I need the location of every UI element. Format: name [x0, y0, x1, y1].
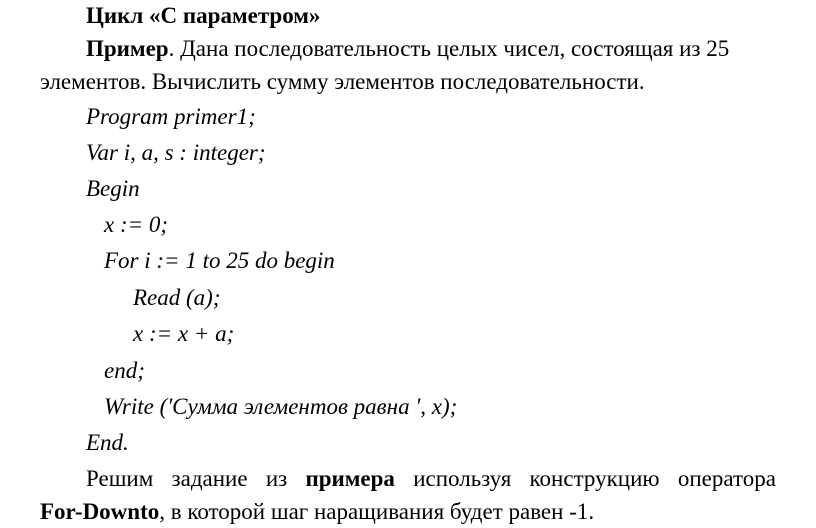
code-line: x := x + a;: [133, 321, 235, 346]
closing-paragraph-line2: [40, 498, 594, 526]
code-line: Program primer1;: [86, 104, 256, 129]
example-paragraph-line1: [86, 35, 729, 63]
code-line: End.: [86, 430, 129, 455]
closing-word-bold: примера: [305, 466, 395, 491]
code-line: end;: [104, 358, 145, 383]
closing-word: используя: [413, 466, 512, 491]
section-heading: Цикл «С параметром»: [86, 3, 321, 28]
example-text-1: . Дана последовательность целых чисел, состоящая из 25: [168, 36, 730, 61]
closing-word: конструкцию: [529, 466, 660, 491]
closing-rest: , в которой шаг наращивания будет равен -1.: [159, 499, 595, 524]
closing-word: оператора: [677, 466, 776, 491]
code-line: Var i, a, s : integer;: [86, 140, 266, 165]
code-line: For i := 1 to 25 do begin: [104, 248, 335, 273]
code-line: x := 0;: [104, 212, 169, 237]
code-line: Begin: [86, 176, 140, 201]
closing-word: задание: [171, 466, 248, 491]
example-label: Пример: [86, 36, 169, 61]
closing-word: Решим: [86, 466, 154, 491]
code-line: Read (a);: [133, 285, 221, 310]
code-line: Write ('Сумма элементов равна ', x);: [104, 394, 458, 419]
closing-word: из: [265, 466, 288, 491]
example-paragraph-line2: элементов. Вычислить сумму элементов последовательности.: [40, 69, 645, 94]
operator-term: For-Downto: [40, 499, 160, 524]
closing-paragraph-line1: [86, 465, 776, 493]
